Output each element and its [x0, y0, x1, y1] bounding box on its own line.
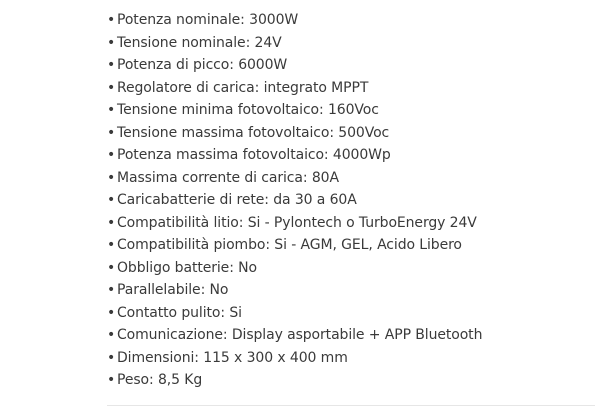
bullet: •	[107, 34, 116, 51]
spec-item	[107, 279, 482, 302]
bullet: •	[107, 372, 116, 388]
spec-item	[107, 212, 482, 235]
spec-text: Dimensioni: 115 x 300 x 400 mm	[117, 349, 348, 366]
bullet: •	[107, 147, 116, 163]
spec-item	[107, 369, 482, 392]
divider	[107, 405, 595, 406]
spec-text: Potenza nominale: 3000W	[117, 12, 299, 28]
spec-text: Compatibilità litio: Si - Pylontech o TurboEnergy 24V	[117, 214, 477, 231]
spec-item	[107, 302, 482, 325]
spec-item	[107, 167, 482, 190]
spec-item	[107, 324, 482, 347]
spec-text: Tensione minima fotovoltaico: 160Voc	[117, 102, 379, 118]
spec-text: Parallelabile: No	[117, 282, 229, 298]
spec-item	[107, 122, 482, 145]
spec-item	[107, 234, 482, 257]
spec-text: Comunicazione: Display asportabile + APP Bluetooth	[117, 327, 483, 343]
spec-text: Potenza di picco: 6000W	[117, 57, 288, 73]
spec-text: Massima corrente di carica: 80A	[117, 169, 339, 186]
bullet: •	[107, 214, 116, 231]
spec-item	[107, 189, 482, 212]
spec-text: Potenza massima fotovoltaico: 4000Wp	[117, 147, 391, 163]
spec-item	[107, 9, 482, 32]
spec-text: Caricabatterie di rete: da 30 a 60A	[117, 192, 357, 208]
bullet: •	[107, 237, 116, 253]
spec-item	[107, 54, 482, 77]
spec-text: Tensione massima fotovoltaico: 500Voc	[117, 124, 390, 141]
spec-item	[107, 144, 482, 167]
spec-item	[107, 347, 482, 370]
spec-list	[107, 9, 482, 392]
spec-item	[107, 257, 482, 280]
bullet: •	[107, 192, 116, 208]
spec-item	[107, 77, 482, 100]
spec-text: Contatto pulito: Si	[117, 304, 242, 321]
bullet: •	[107, 102, 116, 118]
spec-text: Compatibilità piombo: Si - AGM, GEL, Acido Libero	[117, 237, 462, 253]
bullet: •	[107, 124, 116, 141]
bullet: •	[107, 259, 116, 276]
spec-text: Tensione nominale: 24V	[117, 34, 282, 51]
spec-text: Peso: 8,5 Kg	[117, 372, 203, 388]
spec-text: Regolatore di carica: integrato MPPT	[117, 79, 369, 96]
bullet: •	[107, 349, 116, 366]
bullet: •	[107, 282, 116, 298]
bullet: •	[107, 12, 116, 28]
spec-item	[107, 32, 482, 55]
bullet: •	[107, 79, 116, 96]
bullet: •	[107, 169, 116, 186]
bullet: •	[107, 57, 116, 73]
bullet: •	[107, 327, 116, 343]
bullet: •	[107, 304, 116, 321]
spec-text: Obbligo batterie: No	[117, 259, 257, 276]
spec-item	[107, 99, 482, 122]
